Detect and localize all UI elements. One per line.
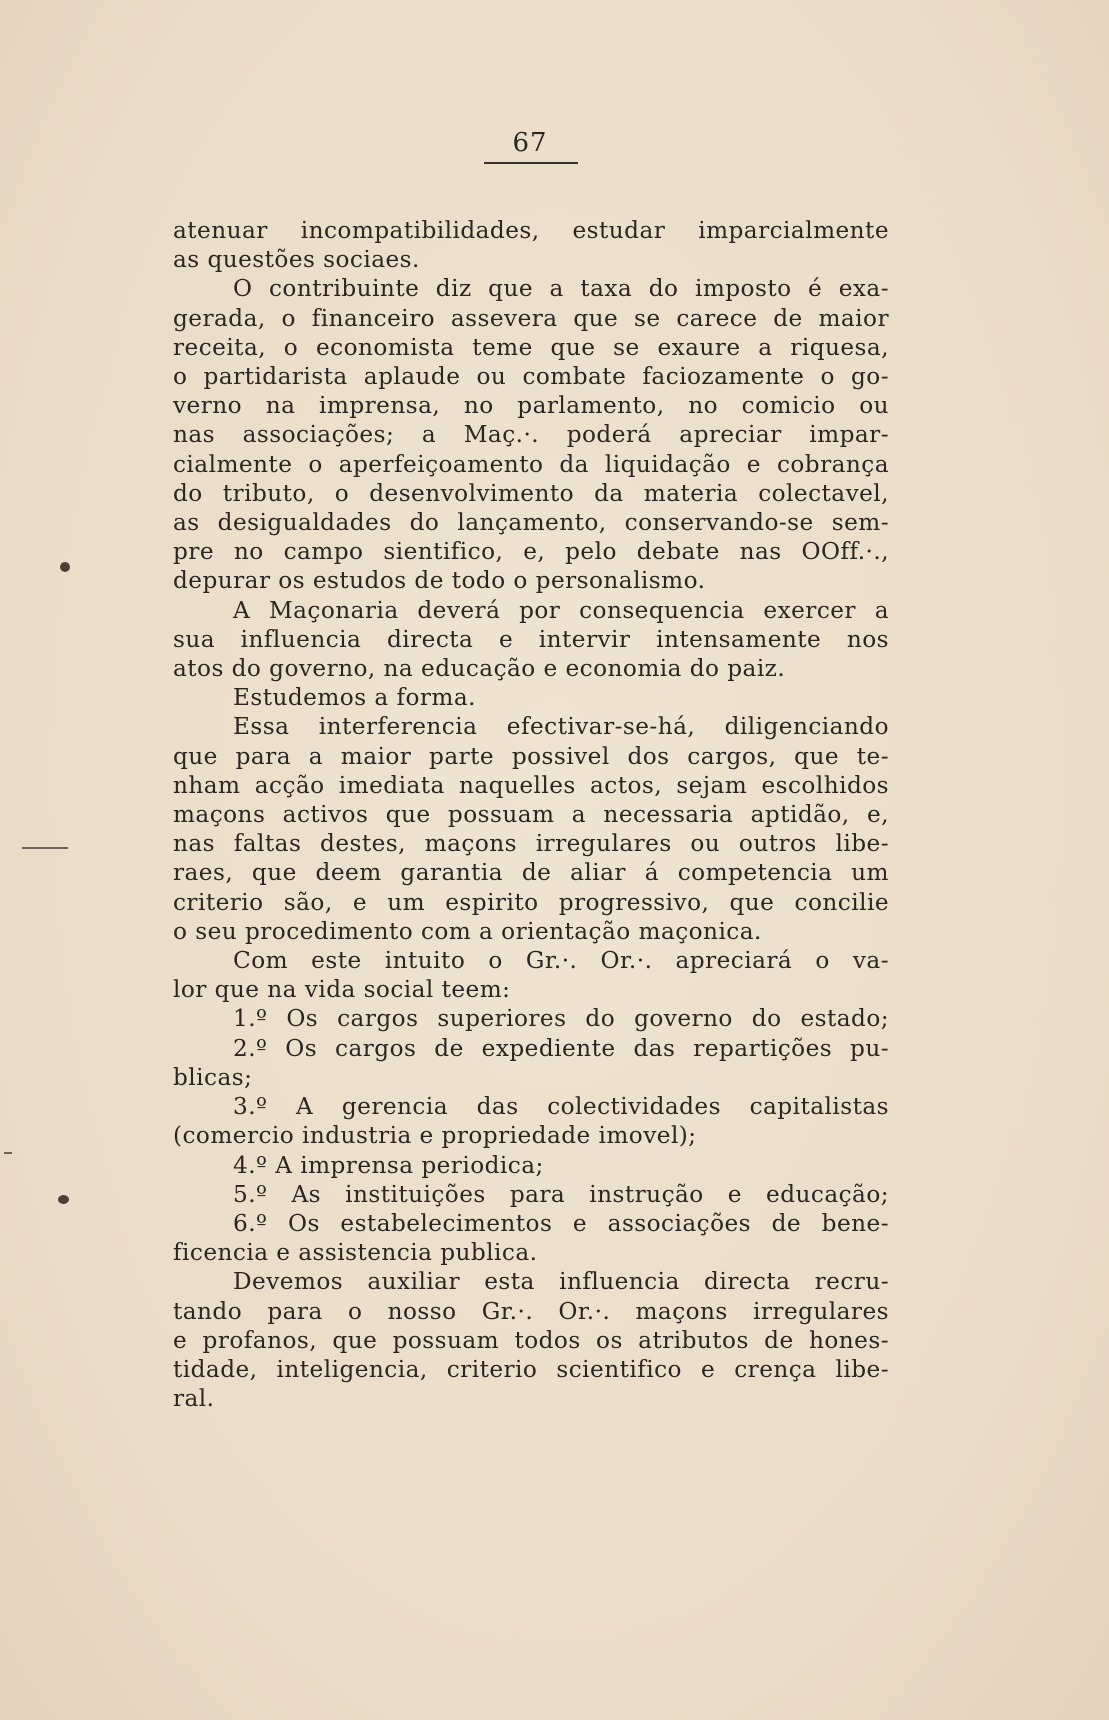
body-text [173, 216, 889, 1413]
text-line: que para a maior parte possivel dos cargos, que te- [173, 742, 889, 770]
text-line: 5.º As instituições para instrução e educação; [233, 1180, 889, 1208]
margin-speck [60, 562, 70, 572]
page-number-rule [484, 162, 578, 164]
text-line: e profanos, que possuam todos os atributos de hones- [173, 1326, 889, 1354]
text-line: o partidarista aplaude ou combate faciozamente o go- [173, 363, 889, 391]
text-line: Com este intuito o Gr.·. Or.·. apreciará o va- [233, 947, 889, 975]
text-line: verno na imprensa, no parlamento, no comicio ou [173, 392, 889, 420]
margin-dash [4, 1152, 12, 1154]
text-line: do tributo, o desenvolvimento da materia colectavel, [173, 479, 889, 507]
text-line: nham acção imediata naquelles actos, sejam escolhidos [173, 771, 889, 799]
text-line: atenuar incompatibilidades, estudar imparcialmente [173, 217, 889, 244]
text-line: as questões sociaes. [173, 246, 420, 274]
text-line: Estudemos a forma. [233, 684, 476, 712]
text-line: O contribuinte diz que a taxa do imposto é exa- [233, 275, 889, 303]
margin-dash [22, 847, 68, 849]
text-line: Devemos auxiliar esta influencia directa recru- [233, 1268, 889, 1296]
text-line: tando para o nosso Gr.·. Or.·. maçons irregulares [173, 1297, 889, 1325]
page-number: 67 [512, 128, 548, 158]
text-line: raes, que deem garantia de aliar á competencia um [173, 859, 889, 887]
text-line: 6.º Os estabelecimentos e associações de bene- [233, 1209, 889, 1237]
text-line: nas associações; a Maç.·. poderá apreciar impar- [173, 421, 889, 449]
text-line: (comercio industria e propriedade imovel); [173, 1122, 697, 1150]
text-line: gerada, o financeiro assevera que se carece de maior [173, 304, 889, 332]
text-line: 4.º A imprensa periodica; [233, 1151, 544, 1179]
text-line: ficencia e assistencia publica. [173, 1239, 538, 1267]
text-line: pre no campo sientifico, e, pelo debate nas OOff.·., [173, 538, 889, 566]
text-line: Essa interferencia efectivar-se-há, diligenciando [233, 713, 889, 741]
text-line: o seu procedimento com a orientação maçonica. [173, 917, 762, 945]
text-line: tidade, inteligencia, criterio scientifico e crença libe- [173, 1355, 889, 1383]
text-line: 2.º Os cargos de expediente das repartições pu- [233, 1034, 889, 1062]
text-line: lor que na vida social teem: [173, 976, 511, 1004]
text-line: 3.º A gerencia das colectividades capitalistas [233, 1093, 889, 1121]
text-line: maçons activos que possuam a necessaria aptidão, e, [173, 801, 889, 829]
text-line: as desigualdades do lançamento, conservando-se sem- [173, 509, 889, 537]
text-line: atos do governo, na educação e economia do paiz. [173, 655, 786, 683]
text-line: sua influencia directa e intervir intensamente nos [173, 625, 889, 653]
text-line: criterio são, e um espirito progressivo, que concilie [173, 888, 889, 916]
margin-speck [58, 1195, 69, 1204]
text-line: blicas; [173, 1063, 253, 1091]
text-line: cialmente o aperfeiçoamento da liquidação e cobrança [173, 450, 889, 478]
text-line: receita, o economista teme que se exaure a riquesa, [173, 333, 889, 361]
text-line: depurar os estudos de todo o personalismo. [173, 567, 706, 595]
text-line: ral. [173, 1385, 215, 1413]
text-line: nas faltas destes, maçons irregulares ou outros libe- [173, 830, 889, 858]
text-line: A Maçonaria deverá por consequencia exercer a [233, 596, 889, 624]
text-line: 1.º Os cargos superiores do governo do estado; [233, 1005, 889, 1033]
